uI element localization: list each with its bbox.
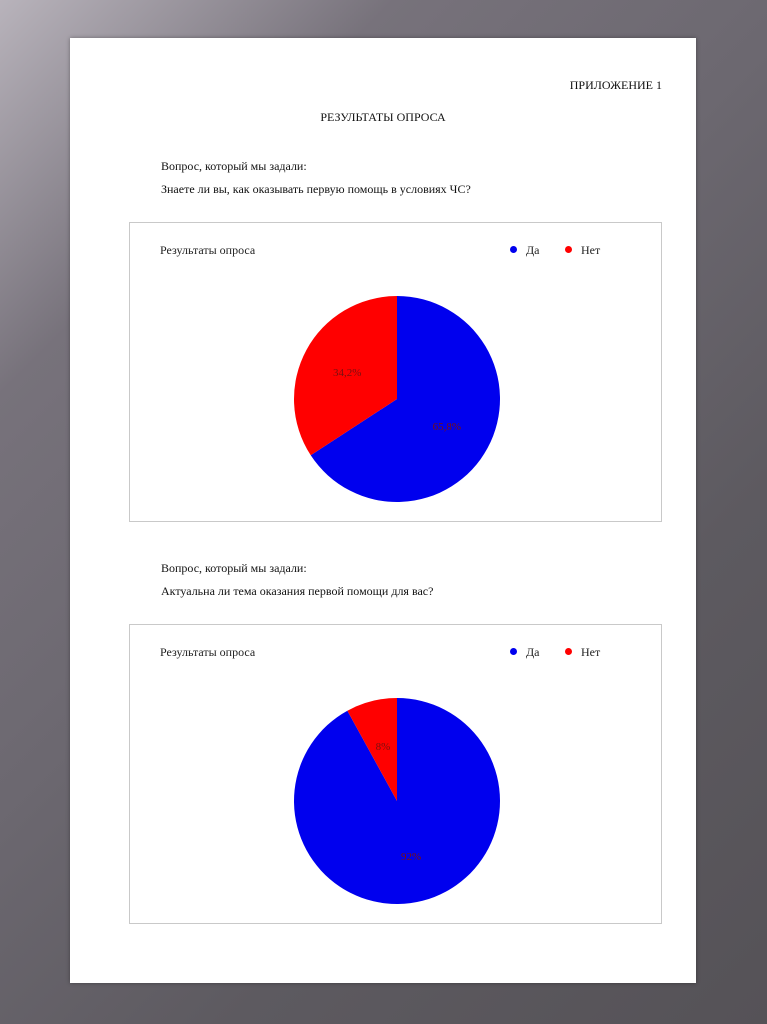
data-label-no: 8% xyxy=(375,741,391,754)
legend-label-yes: Да xyxy=(526,645,540,659)
pie-chart xyxy=(130,223,661,521)
legend-label-no: Нет xyxy=(581,645,601,659)
question-text-1: Знаете ли вы, как оказывать первую помощь в условиях ЧС? xyxy=(161,182,471,196)
document-page xyxy=(70,38,696,983)
chart-title: Результаты опроса xyxy=(160,243,256,257)
chart-panel-1 xyxy=(129,222,662,522)
pie-chart xyxy=(130,625,661,923)
question-label-2: Вопрос, который мы задали: xyxy=(161,561,307,575)
chart-title: Результаты опроса xyxy=(160,645,256,659)
page-title: РЕЗУЛЬТАТЫ ОПРОСА xyxy=(320,110,446,124)
data-label-yes: 65,8% xyxy=(432,420,462,433)
legend-label-no: Нет xyxy=(581,243,601,257)
chart-panel-2 xyxy=(129,624,662,924)
question-text-2: Актуальна ли тема оказания первой помощи для вас? xyxy=(161,584,434,598)
data-label-yes: 92% xyxy=(401,850,422,863)
legend-label-yes: Да xyxy=(526,243,540,257)
data-label-no: 34,2% xyxy=(332,367,362,380)
appendix-label: ПРИЛОЖЕНИЕ 1 xyxy=(569,78,662,92)
question-label-1: Вопрос, который мы задали: xyxy=(161,159,307,173)
